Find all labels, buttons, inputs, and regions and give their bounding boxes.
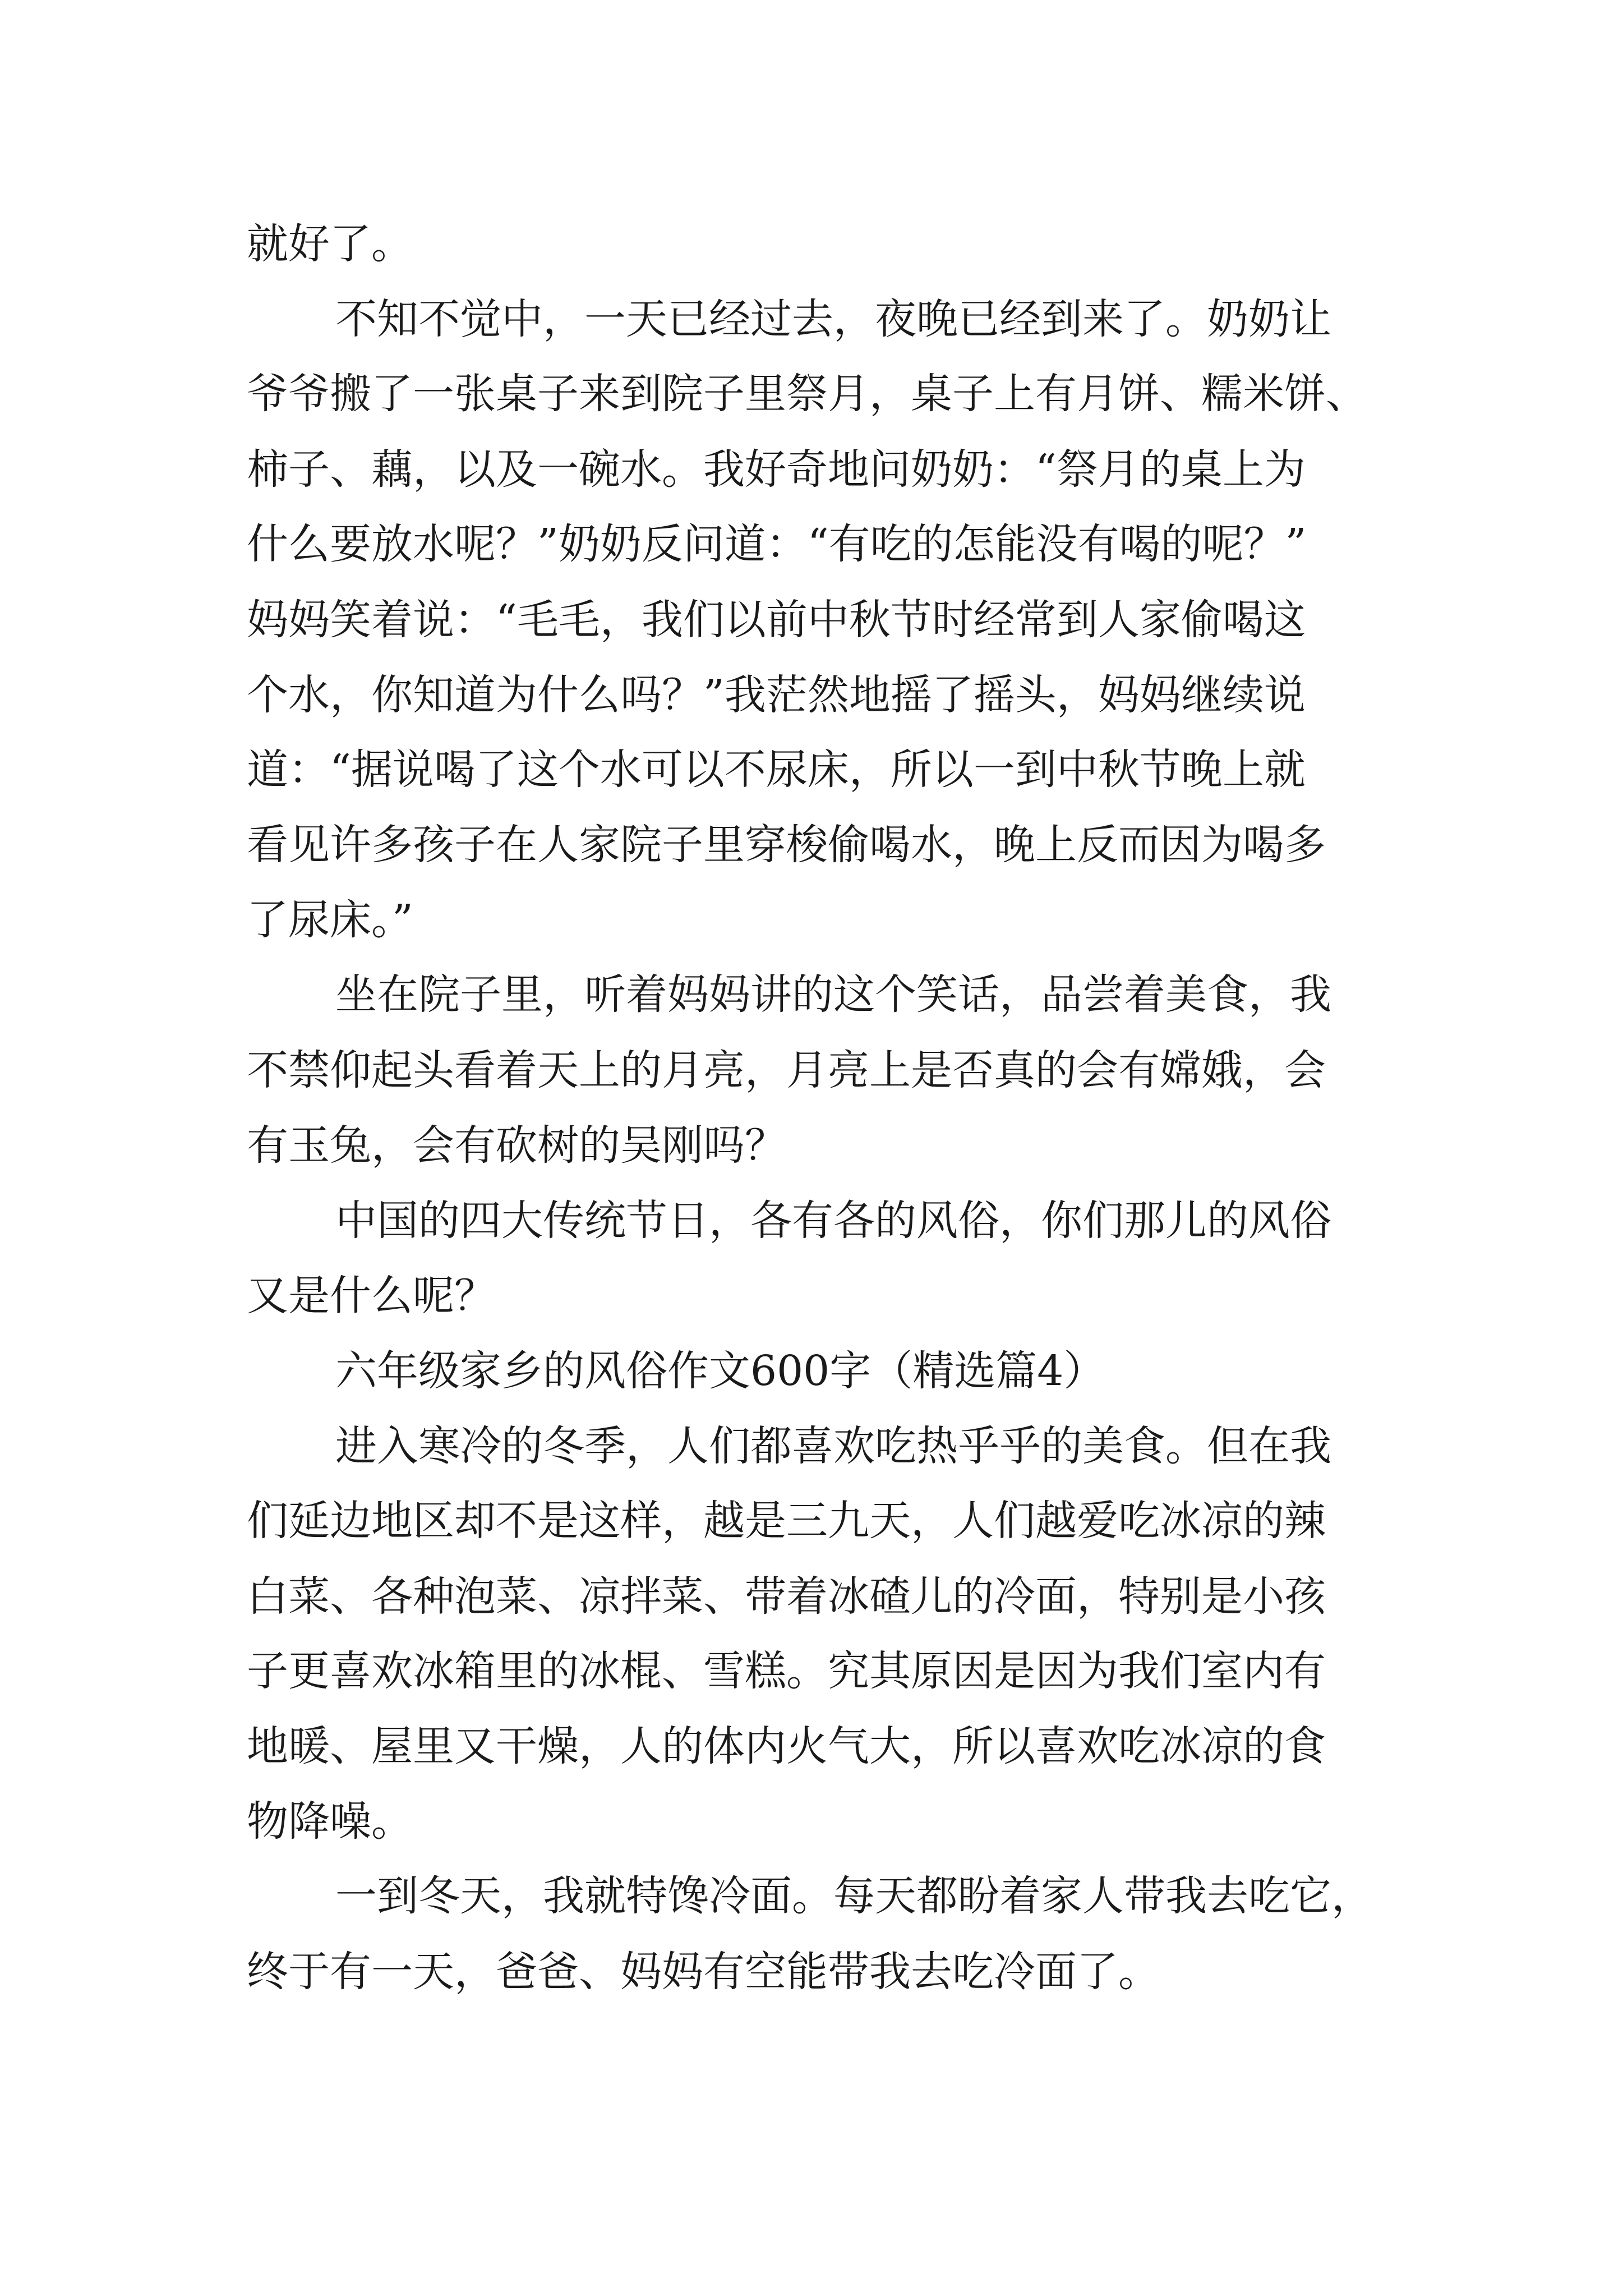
text-line: 看见许多孩子在人家院子里穿梭偷喝水，晚上反而因为喝多 <box>247 821 1326 869</box>
text-line: 不知不觉中，一天已经过去，夜晚已经到来了。奶奶让 <box>335 295 1331 343</box>
text-line: 不禁仰起头看着天上的月亮，月亮上是否真的会有嫦娥，会 <box>247 1046 1326 1094</box>
text-line: 们延边地区却不是这样，越是三九天，人们越爱吃冰凉的辣 <box>247 1497 1326 1545</box>
text-line: 爷爷搬了一张桌子来到院子里祭月，桌子上有月饼、糯米饼、 <box>247 370 1367 418</box>
text-line: 又是什么呢？ <box>247 1272 496 1320</box>
text-line: 了尿床。” <box>247 896 413 944</box>
text-line: 就好了。 <box>247 220 413 268</box>
text-line: 坐在院子里，听着妈妈讲的这个笑话，品尝着美食，我 <box>335 970 1331 1019</box>
text-line: 子更喜欢冰箱里的冰棍、雪糕。究其原因是因为我们室内有 <box>247 1647 1326 1695</box>
text-line: 柿子、藕，以及一碗水。我好奇地问奶奶：“祭月的桌上为 <box>247 445 1306 494</box>
text-line: 白菜、各种泡菜、凉拌菜、带着冰碴儿的冷面，特别是小孩 <box>247 1572 1326 1621</box>
text-line: 地暖、屋里又干燥，人的体内火气大，所以喜欢吃冰凉的食 <box>247 1722 1326 1770</box>
text-line: 有玉兔，会有砍树的吴刚吗？ <box>247 1121 786 1170</box>
text-line: 什么要放水呢？”奶奶反问道：“有吃的怎能没有喝的呢？” <box>247 520 1307 568</box>
text-line: 妈妈笑着说：“毛毛，我们以前中秋节时经常到人家偷喝这 <box>247 596 1306 644</box>
text-line: 道：“据说喝了这个水可以不尿床，所以一到中秋节晚上就 <box>247 746 1306 794</box>
text-line: 中国的四大传统节日，各有各的风俗，你们那儿的风俗 <box>335 1197 1331 1245</box>
text-line: 进入寒冷的冬季，人们都喜欢吃热乎乎的美食。但在我 <box>335 1422 1331 1470</box>
text-line: 物降噪。 <box>247 1797 413 1846</box>
text-line: 终于有一天，爸爸、妈妈有空能带我去吃冷面了。 <box>247 1948 1160 1996</box>
text-line: 一到冬天，我就特馋冷面。每天都盼着家人带我去吃它， <box>335 1872 1373 1920</box>
text-line: 个水，你知道为什么吗？”我茫然地摇了摇头，妈妈继续说 <box>247 671 1306 719</box>
section-heading: 六年级家乡的风俗作文600字（精选篇4） <box>335 1347 1105 1395</box>
